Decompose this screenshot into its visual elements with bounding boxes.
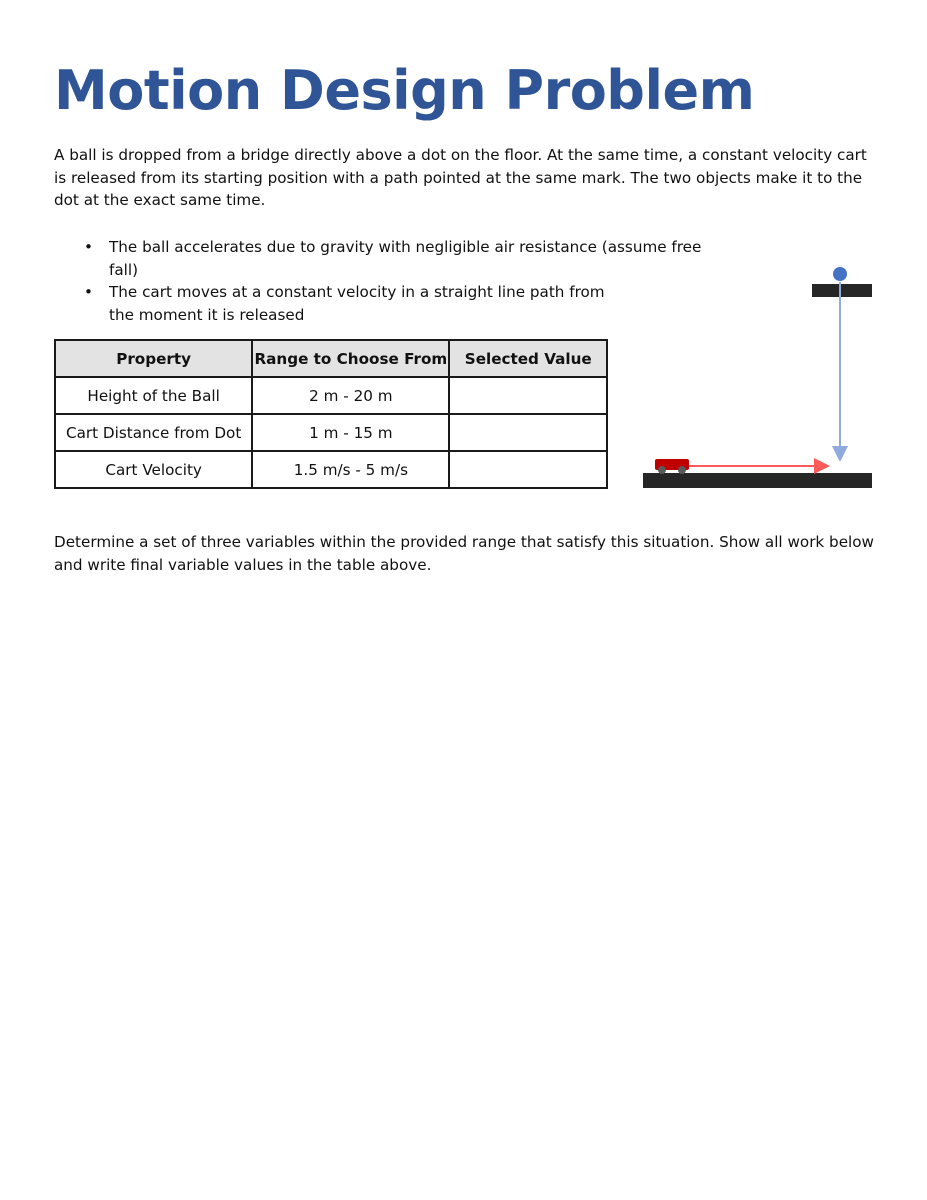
table-header-row xyxy=(55,340,607,377)
property-cell: Cart Distance from Dot xyxy=(55,414,252,451)
selected-value-cell[interactable] xyxy=(449,451,607,488)
range-cell: 1 m - 15 m xyxy=(252,414,449,451)
bullet-icon: • xyxy=(84,283,93,301)
list-item xyxy=(54,236,734,281)
bullet-icon: • xyxy=(84,238,93,256)
range-cell: 2 m - 20 m xyxy=(252,377,449,414)
cart-wheel-icon xyxy=(658,466,666,474)
list-item xyxy=(54,281,734,326)
ball-icon xyxy=(833,267,847,281)
header-range: Range to Choose From xyxy=(252,340,449,377)
header-selected-value: Selected Value xyxy=(449,340,607,377)
motion-diagram xyxy=(640,262,876,494)
table-row xyxy=(55,377,607,414)
floor-surface xyxy=(643,473,872,488)
intro-paragraph: A ball is dropped from a bridge directly above a dot on the floor. At the same time, a constant velocity cart is released from its starting position with a path pointed at the same mark. The two objects make it to the dot at the exact same time. xyxy=(54,146,867,209)
bullet-text: The cart moves at a constant velocity in a straight line path from the moment it is released xyxy=(109,283,605,324)
table-row xyxy=(55,414,607,451)
page-title: Motion Design Problem xyxy=(54,59,755,122)
bridge-platform xyxy=(812,284,872,297)
instructions-paragraph: Determine a set of three variables within the provided range that satisfy this situation. Show all work below and write final variable values in the table above. xyxy=(54,533,874,574)
range-cell: 1.5 m/s - 5 m/s xyxy=(252,451,449,488)
property-cell: Height of the Ball xyxy=(55,377,252,414)
header-property: Property xyxy=(55,340,252,377)
assumption-list xyxy=(54,236,734,326)
bullet-text: The ball accelerates due to gravity with negligible air resistance (assume free fall) xyxy=(109,238,702,279)
table-row xyxy=(55,451,607,488)
selected-value-cell[interactable] xyxy=(449,377,607,414)
cart-wheel-icon xyxy=(678,466,686,474)
selected-value-cell[interactable] xyxy=(449,414,607,451)
property-cell: Cart Velocity xyxy=(55,451,252,488)
property-table xyxy=(54,339,608,489)
